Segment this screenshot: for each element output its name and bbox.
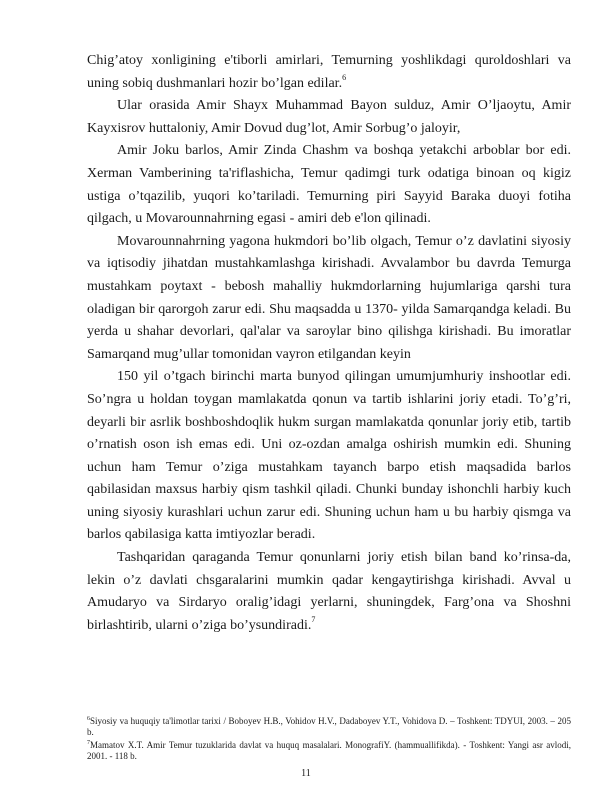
paragraph-text: Ular orasida Amir Shayx Muhammad Bayon sulduz, Amir O’ljaoytu, Amir Kayxisrov huttaloniy, Amir Dovud dug’lot, Amir Sorbug’o jaloyir, bbox=[87, 98, 571, 136]
footnotes bbox=[87, 714, 571, 762]
paragraph-4 bbox=[87, 231, 571, 367]
paragraph-1 bbox=[87, 50, 571, 95]
paragraph-6 bbox=[87, 547, 571, 637]
footnote-text: Siyosiy va huquqiy ta'limotlar tarixi / Boboyev H.B., Vohidov H.V., Dadaboyev Y.T., Vohidova D. – Toshkent: TDYUI, 2003. – 205 b. bbox=[87, 716, 571, 737]
paragraph-text: Chig’atoy xonligining e'tiborli amirlari, Temurning yoshlikdagi quroldoshlari va uning sobiq dushmanlari hozir bo’lgan edilar. bbox=[87, 53, 571, 91]
footnote-6 bbox=[87, 714, 571, 738]
paragraph-5 bbox=[87, 366, 571, 547]
document-body bbox=[87, 50, 571, 637]
footnote-7 bbox=[87, 738, 571, 762]
paragraph-2 bbox=[87, 95, 571, 140]
paragraph-text: Movarounnahrning yagona hukmdori bo’lib olgach, Temur o’z davlatini siyosiy va iqtisodiy jihatdan mustahkamlashga kirishadi. Avvalambor bu davrda Temurga mustahkam poytaxt - bebosh mahalliy hukmdorlarning hujumlariga qarshi tura oladigan bir qarorgoh zarur edi. Shu maqsadda u 1370- yilda Samarqandga keladi. Bu yerda u shahar devorlari, qal'alar va saroylar bino qilishga kirishadi. Bu imoratlar Samarqand mug’ullar tomonidan vayron etilgandan keyin bbox=[87, 233, 571, 362]
paragraph-text: 150 yil o’tgach birinchi marta bunyod qilingan umumjumhuriy inshootlar edi. So’ngra u holdan toygan mamlakatda qonun va tartib ishlarini joriy etadi. To’g’ri, deyarli bir asrlik boshboshdoqlik hukm surgan mamlakatda qonunlar joriy etib, tartib o’rnatish oson ish emas edi. Uni oz-ozdan amalga oshirish mumkin edi. Shuning uchun ham Temur o’ziga mustahkam tayanch barpo etish maqsadida barlos qabilasidan maxsus harbiy qism tashkil qiladi. Chunki bunday ishonchli harbiy kuch uning siyosiy kurashlari uchun zarur edi. Shuning uchun ham u bu harbiy qismga va barlos qabilasiga katta imtiyozlar beradi. bbox=[87, 369, 571, 543]
paragraph-3 bbox=[87, 140, 571, 230]
paragraph-text: Amir Joku barlos, Amir Zinda Chashm va boshqa yetakchi arboblar bor edi. Xerman Vamberining ta'riflashicha, Temur qadimgi turk odatiga binoan oq kigiz ustiga o’tqazilib, yuqori ko’tariladi. Temurning piri Sayyid Baraka duoyi fotiha qilgach, u Movarounnahrning egasi - amiri deb e'lon qilinadi. bbox=[87, 143, 571, 227]
footnote-text: Mamatov X.T. Amir Temur tuzuklarida davlat va huquq masalalari. MonografiY. (hammuallifikda). - Toshkent: Yangi asr avlodi, 2001. - 118 b. bbox=[87, 740, 571, 761]
footnote-ref-7[interactable]: 7 bbox=[311, 615, 316, 625]
page-number: 11 bbox=[301, 768, 311, 779]
footnote-marker: 6 bbox=[87, 716, 90, 722]
footnote-ref-6[interactable]: 6 bbox=[342, 72, 347, 82]
paragraph-text: Tashqaridan qaraganda Temur qonunlarni joriy etish bilan band ko’rinsa-da, lekin o’z davlati chsgaralarini mumkin qadar kengaytirishga kirishadi. Avval u Amudaryo va Sirdaryo oralig’idagi yerlarni, shuningdek, Farg’ona va Shoshni birlashtirib, ularni o’ziga bo’ysundiradi. bbox=[87, 550, 571, 633]
footnote-marker: 7 bbox=[87, 740, 90, 746]
